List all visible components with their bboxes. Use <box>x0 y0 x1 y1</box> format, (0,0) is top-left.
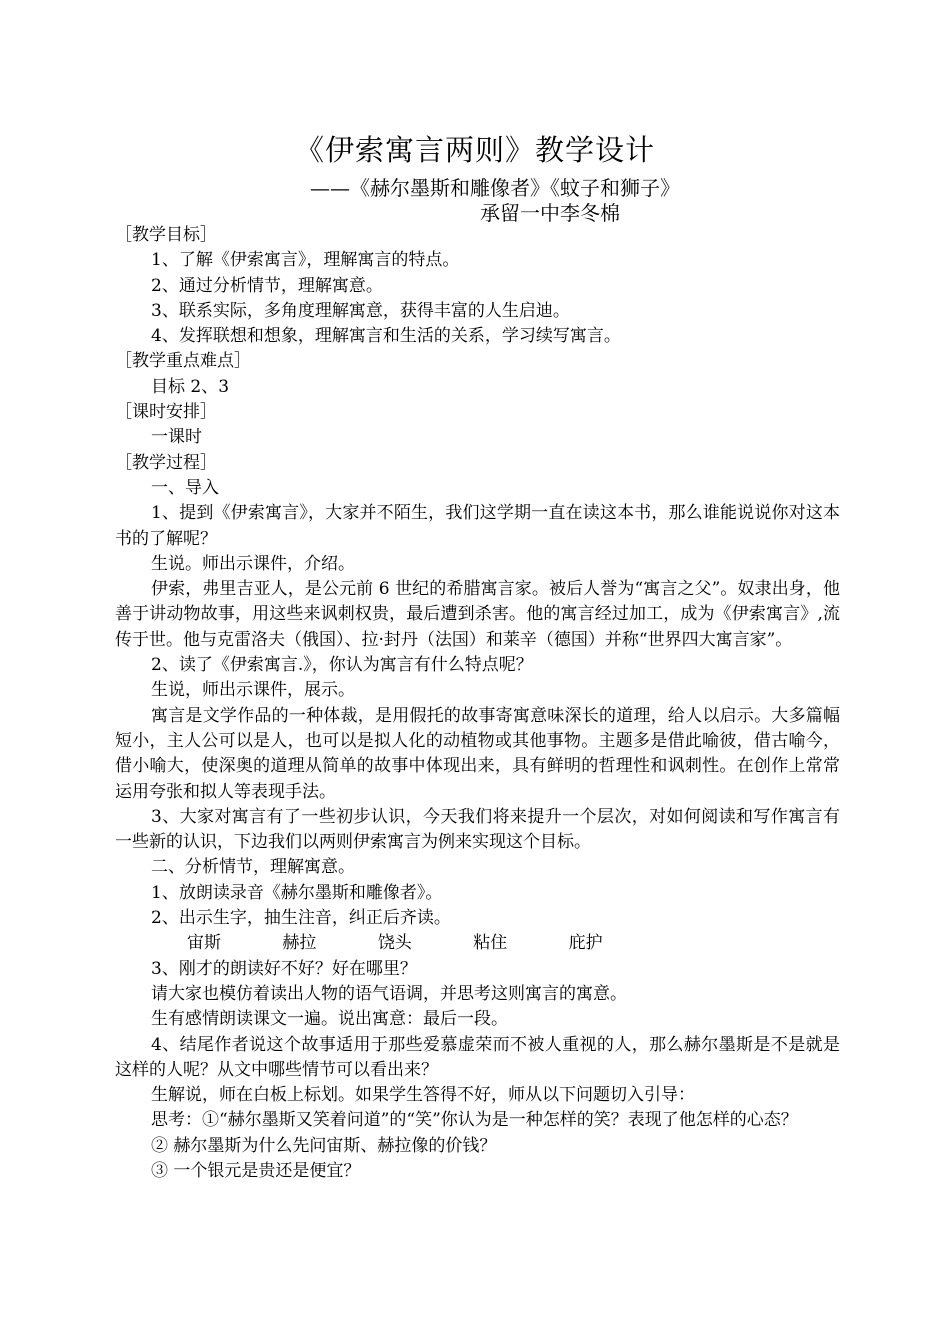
paragraph: ③ 一个银元是贵还是便宜？ <box>151 1160 361 1181</box>
goal-item: 4、发挥联想和想象，理解寓言和生活的关系，学习续写寓言。 <box>151 326 621 347</box>
vocab-word: 粘住 <box>473 933 508 954</box>
paragraph: 寓言是文学作品的一种体裁，是用假托的故事寄寓意味深长的道理，给人以启示。大多篇幅短小，主人公可以是人，也可以是拟人化的动植物或其他事物。主题多是借此喻彼，借古喻今，借小喻大，使深奥的道理从简单的故事中体现出来，具有鲜明的哲理性和讽刺性。在创作上常常运用夸张和拟人等表现手法。 <box>115 705 840 802</box>
document-subtitle: ——《赫尔墨斯和雕像者》《蚊子和狮子》 <box>310 176 680 200</box>
paragraph: 生解说，师在白板上标划。如果学生答得不好，师从以下问题切入引导： <box>151 1085 695 1106</box>
paragraph: 请大家也模仿着读出人物的语气语调，并思考这则寓言的寓意。 <box>151 983 627 1004</box>
vocab-word: 庇护 <box>568 933 603 954</box>
paragraph: 伊索，弗里吉亚人，是公元前 6 世纪的希腊寓言家。被后人誉为“寓言之父”。奴隶出身，他善于讲动物故事，用这些来讽刺权贵，最后遭到杀害。他的寓言经过加工，成为《伊索寓言》,流传于世。他与克雷洛夫（俄国）、拉·封丹（法国）和莱辛（德国）并称“世界四大寓言家”。 <box>115 579 840 650</box>
process-step-heading: 一、导入 <box>151 477 219 498</box>
vocab-word: 宙斯 <box>187 933 221 954</box>
paragraph: 1、提到《伊索寓言》，大家并不陌生，我们这学期一直在读这本书，那么谁能说说你对这本书的了解呢？ <box>115 503 840 549</box>
document-author: 承留一中李冬棉 <box>480 201 620 225</box>
section-heading-keypoints: ［教学重点难点］ <box>115 351 251 372</box>
process-step-heading: 二、分析情节，理解寓意。 <box>151 857 355 878</box>
keypoints-text: 目标 2、3 <box>151 376 230 397</box>
paragraph: 生有感情朗读课文一遍。说出寓意：最后一段。 <box>151 1009 508 1030</box>
paragraph: 4、结尾作者说这个故事适用于那些爱慕虚荣而不被人重视的人，那么赫尔墨斯是不是就是这样的人呢？从文中哪些情节可以看出来？ <box>115 1034 840 1080</box>
paragraph: 1、放朗读录音《赫尔墨斯和雕像者》。 <box>151 882 443 903</box>
goal-item: 3、联系实际，多角度理解寓意，获得丰富的人生启迪。 <box>151 300 570 321</box>
goal-item: 2、通过分析情节，理解寓意。 <box>151 275 383 296</box>
paragraph: 2、出示生字，抽生注音，纠正后齐读。 <box>151 908 451 929</box>
vocab-word: 赫拉 <box>282 933 317 954</box>
vocab-list <box>115 931 840 956</box>
document-body <box>115 223 840 1184</box>
paragraph: ② 赫尔墨斯为什么先问宙斯、赫拉像的价钱？ <box>151 1135 497 1156</box>
vocab-word: 饶头 <box>377 933 412 954</box>
paragraph: 思考：①“赫尔墨斯又笑着问道”的“笑”你认为是一种怎样的笑？表现了他怎样的心态？ <box>151 1110 798 1131</box>
section-heading-goals: ［教学目标］ <box>115 225 217 245</box>
section-heading-process: ［教学过程］ <box>115 452 217 473</box>
schedule-text: 一课时 <box>151 427 202 448</box>
goal-item: 1、了解《伊索寓言》，理解寓言的特点。 <box>151 250 460 271</box>
paragraph: 生说，师出示课件，展示。 <box>151 680 355 701</box>
paragraph: 3、刚才的朗读好不好？好在哪里？ <box>151 958 417 979</box>
document-title: 《伊索寓言两则》教学设计 <box>294 133 655 167</box>
paragraph: 3、大家对寓言有了一些初步认识，今天我们将来提升一个层次，对如何阅读和写作寓言有一些新的认识，下边我们以两则伊索寓言为例来实现这个目标。 <box>115 806 840 853</box>
paragraph: 2、读了《伊索寓言.》，你认为寓言有什么特点呢？ <box>151 655 533 676</box>
section-heading-schedule: ［课时安排］ <box>115 402 217 423</box>
paragraph: 生说。师出示课件，介绍。 <box>151 553 355 574</box>
